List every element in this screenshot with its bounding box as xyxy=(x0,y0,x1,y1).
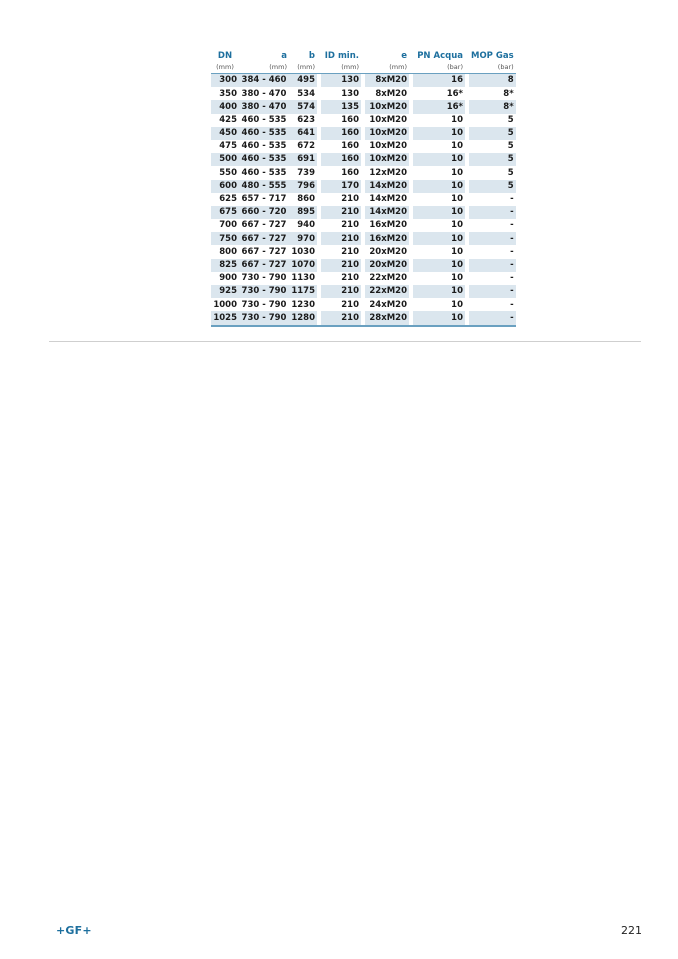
cell-pn-acqua: 10 xyxy=(451,299,463,310)
cell-b: 1230 xyxy=(291,299,315,310)
cell-e: 22xM20 xyxy=(369,273,407,284)
cell-mop-gas: - xyxy=(469,232,516,245)
header-e: e xyxy=(401,51,407,62)
cell-dn: 750 xyxy=(211,232,239,245)
cell-id-min: 210 xyxy=(341,220,359,231)
page-number: 221 xyxy=(621,924,642,937)
cell-id-min: 160 xyxy=(341,141,359,152)
cell-b: 1280 xyxy=(289,311,317,325)
unit-row xyxy=(211,62,516,74)
cell-a: 480 - 555 xyxy=(239,180,289,193)
cell-mop-gas: - xyxy=(469,285,516,298)
cell-id-min: 210 xyxy=(321,259,361,272)
cell-a: 380 - 470 xyxy=(241,88,287,99)
cell-pn-acqua: 16 xyxy=(413,74,465,88)
table-row xyxy=(211,87,516,100)
table-row xyxy=(211,166,516,179)
cell-a: 730 - 790 xyxy=(239,285,289,298)
cell-b: 739 xyxy=(297,167,315,178)
unit-id-min: (mm) xyxy=(321,62,361,74)
cell-id-min: 135 xyxy=(321,100,361,113)
table-row xyxy=(211,311,516,325)
cell-mop-gas: 5 xyxy=(469,127,516,140)
cell-mop-gas: 8 xyxy=(469,74,516,88)
cell-id-min: 210 xyxy=(321,206,361,219)
cell-id-min: 210 xyxy=(321,311,361,325)
cell-dn: 450 xyxy=(211,127,239,140)
cell-e: 8xM20 xyxy=(375,88,407,99)
cell-e: 24xM20 xyxy=(369,299,407,310)
cell-dn: 925 xyxy=(211,285,239,298)
cell-a: 730 - 790 xyxy=(241,273,287,284)
cell-e: 10xM20 xyxy=(365,127,409,140)
cell-pn-acqua: 10 xyxy=(451,167,463,178)
cell-pn-acqua: 10 xyxy=(451,141,463,152)
header-row xyxy=(211,49,516,62)
cell-mop-gas: - xyxy=(510,246,514,257)
flange-dimensions-table xyxy=(211,49,516,327)
cell-pn-acqua: 10 xyxy=(413,232,465,245)
cell-dn: 425 xyxy=(219,114,237,125)
cell-dn: 1025 xyxy=(211,311,239,325)
cell-id-min: 160 xyxy=(341,167,359,178)
cell-pn-acqua: 10 xyxy=(413,259,465,272)
cell-pn-acqua: 16* xyxy=(446,88,463,99)
cell-a: 667 - 727 xyxy=(241,246,287,257)
cell-e: 10xM20 xyxy=(369,141,407,152)
cell-mop-gas: - xyxy=(510,194,514,205)
cell-mop-gas: - xyxy=(469,259,516,272)
cell-e: 14xM20 xyxy=(369,194,407,205)
cell-dn: 625 xyxy=(219,194,237,205)
cell-dn: 500 xyxy=(211,153,239,166)
table-row xyxy=(211,100,516,113)
table-body xyxy=(211,74,516,326)
cell-mop-gas: - xyxy=(510,299,514,310)
cell-e: 16xM20 xyxy=(369,220,407,231)
cell-a: 657 - 717 xyxy=(241,194,287,205)
cell-mop-gas: - xyxy=(510,273,514,284)
cell-pn-acqua: 10 xyxy=(413,180,465,193)
cell-dn: 675 xyxy=(211,206,239,219)
table-row xyxy=(211,180,516,193)
cell-mop-gas: - xyxy=(469,206,516,219)
cell-a: 730 - 790 xyxy=(241,299,287,310)
cell-id-min: 170 xyxy=(321,180,361,193)
cell-mop-gas: - xyxy=(510,220,514,231)
cell-e: 20xM20 xyxy=(365,259,409,272)
cell-pn-acqua: 16* xyxy=(413,100,465,113)
cell-b: 1175 xyxy=(289,285,317,298)
cell-id-min: 210 xyxy=(341,299,359,310)
cell-a: 460 - 535 xyxy=(241,167,287,178)
cell-dn: 400 xyxy=(211,100,239,113)
cell-a: 667 - 727 xyxy=(239,259,289,272)
cell-e: 8xM20 xyxy=(365,74,409,88)
cell-pn-acqua: 10 xyxy=(451,114,463,125)
table-row xyxy=(211,232,516,245)
cell-id-min: 210 xyxy=(321,232,361,245)
cell-id-min: 130 xyxy=(321,74,361,88)
cell-e: 28xM20 xyxy=(365,311,409,325)
table-row xyxy=(211,193,516,206)
cell-dn: 600 xyxy=(211,180,239,193)
cell-b: 1030 xyxy=(291,246,315,257)
cell-id-min: 160 xyxy=(321,153,361,166)
unit-a: (mm) xyxy=(239,62,289,74)
cell-b: 623 xyxy=(297,114,315,125)
cell-mop-gas: 5 xyxy=(469,180,516,193)
header-b: b xyxy=(308,51,315,62)
unit-pn-acqua: (bar) xyxy=(413,62,465,74)
cell-dn: 1000 xyxy=(213,299,237,310)
cell-e: 14xM20 xyxy=(365,180,409,193)
gf-logo: +GF+ xyxy=(56,924,92,937)
cell-a: 384 - 460 xyxy=(239,74,289,88)
cell-a: 460 - 535 xyxy=(241,114,287,125)
table-row xyxy=(211,285,516,298)
unit-mop-gas: (bar) xyxy=(469,62,516,74)
header-mop-gas: MOP Gas xyxy=(471,51,514,62)
cell-e: 16xM20 xyxy=(365,232,409,245)
cell-pn-acqua: 10 xyxy=(413,127,465,140)
cell-pn-acqua: 10 xyxy=(451,220,463,231)
table-row xyxy=(211,127,516,140)
cell-dn: 475 xyxy=(219,141,237,152)
cell-a: 460 - 535 xyxy=(239,127,289,140)
unit-dn: (mm) xyxy=(211,62,239,74)
cell-b: 796 xyxy=(289,180,317,193)
table-row xyxy=(211,245,516,258)
cell-id-min: 210 xyxy=(341,246,359,257)
cell-a: 667 - 727 xyxy=(241,220,287,231)
cell-id-min: 160 xyxy=(341,114,359,125)
cell-mop-gas: - xyxy=(469,311,516,325)
cell-e: 10xM20 xyxy=(369,114,407,125)
header-pn-acqua: PN Acqua xyxy=(417,51,463,62)
cell-pn-acqua: 10 xyxy=(413,153,465,166)
table-row xyxy=(211,114,516,127)
cell-a: 660 - 720 xyxy=(239,206,289,219)
cell-e: 20xM20 xyxy=(369,246,407,257)
cell-e: 10xM20 xyxy=(365,100,409,113)
cell-e: 22xM20 xyxy=(365,285,409,298)
header-a: a xyxy=(281,51,287,62)
cell-mop-gas: 5 xyxy=(507,141,514,152)
cell-dn: 700 xyxy=(219,220,237,231)
cell-mop-gas: 5 xyxy=(507,167,514,178)
cell-b: 1070 xyxy=(289,259,317,272)
table-row xyxy=(211,298,516,311)
cell-mop-gas: 8* xyxy=(469,100,516,113)
header-dn: DN xyxy=(217,51,233,62)
cell-b: 534 xyxy=(297,88,315,99)
cell-dn: 825 xyxy=(211,259,239,272)
table-row xyxy=(211,140,516,153)
cell-dn: 900 xyxy=(219,273,237,284)
cell-b: 895 xyxy=(289,206,317,219)
cell-b: 970 xyxy=(289,232,317,245)
cell-id-min: 210 xyxy=(321,285,361,298)
cell-dn: 300 xyxy=(211,74,239,88)
unit-b: (mm) xyxy=(289,62,317,74)
table-row xyxy=(211,219,516,232)
cell-pn-acqua: 10 xyxy=(451,246,463,257)
unit-e: (mm) xyxy=(365,62,409,74)
cell-b: 574 xyxy=(289,100,317,113)
cell-id-min: 160 xyxy=(321,127,361,140)
cell-dn: 350 xyxy=(219,88,237,99)
cell-b: 691 xyxy=(289,153,317,166)
cell-a: 460 - 535 xyxy=(239,153,289,166)
table-row xyxy=(211,206,516,219)
cell-e: 12xM20 xyxy=(369,167,407,178)
cell-e: 14xM20 xyxy=(365,206,409,219)
header-id-min: ID min. xyxy=(324,51,359,62)
cell-pn-acqua: 10 xyxy=(413,285,465,298)
table-row xyxy=(211,153,516,166)
cell-b: 940 xyxy=(297,220,315,231)
table-row xyxy=(211,259,516,272)
cell-e: 10xM20 xyxy=(365,153,409,166)
cell-b: 672 xyxy=(297,141,315,152)
cell-mop-gas: 8* xyxy=(503,88,514,99)
cell-mop-gas: 5 xyxy=(469,153,516,166)
cell-a: 460 - 535 xyxy=(241,141,287,152)
cell-a: 667 - 727 xyxy=(239,232,289,245)
cell-pn-acqua: 10 xyxy=(413,206,465,219)
cell-id-min: 210 xyxy=(341,273,359,284)
cell-mop-gas: 5 xyxy=(507,114,514,125)
table-row xyxy=(211,74,516,88)
cell-pn-acqua: 10 xyxy=(451,194,463,205)
cell-b: 495 xyxy=(289,74,317,88)
cell-b: 1130 xyxy=(291,273,315,284)
section-divider xyxy=(49,341,641,342)
table-row xyxy=(211,272,516,285)
cell-b: 860 xyxy=(297,194,315,205)
cell-pn-acqua: 10 xyxy=(413,311,465,325)
cell-b: 641 xyxy=(289,127,317,140)
cell-id-min: 130 xyxy=(341,88,359,99)
cell-a: 380 - 470 xyxy=(239,100,289,113)
cell-dn: 550 xyxy=(219,167,237,178)
cell-id-min: 210 xyxy=(341,194,359,205)
cell-a: 730 - 790 xyxy=(239,311,289,325)
cell-dn: 800 xyxy=(219,246,237,257)
cell-pn-acqua: 10 xyxy=(451,273,463,284)
